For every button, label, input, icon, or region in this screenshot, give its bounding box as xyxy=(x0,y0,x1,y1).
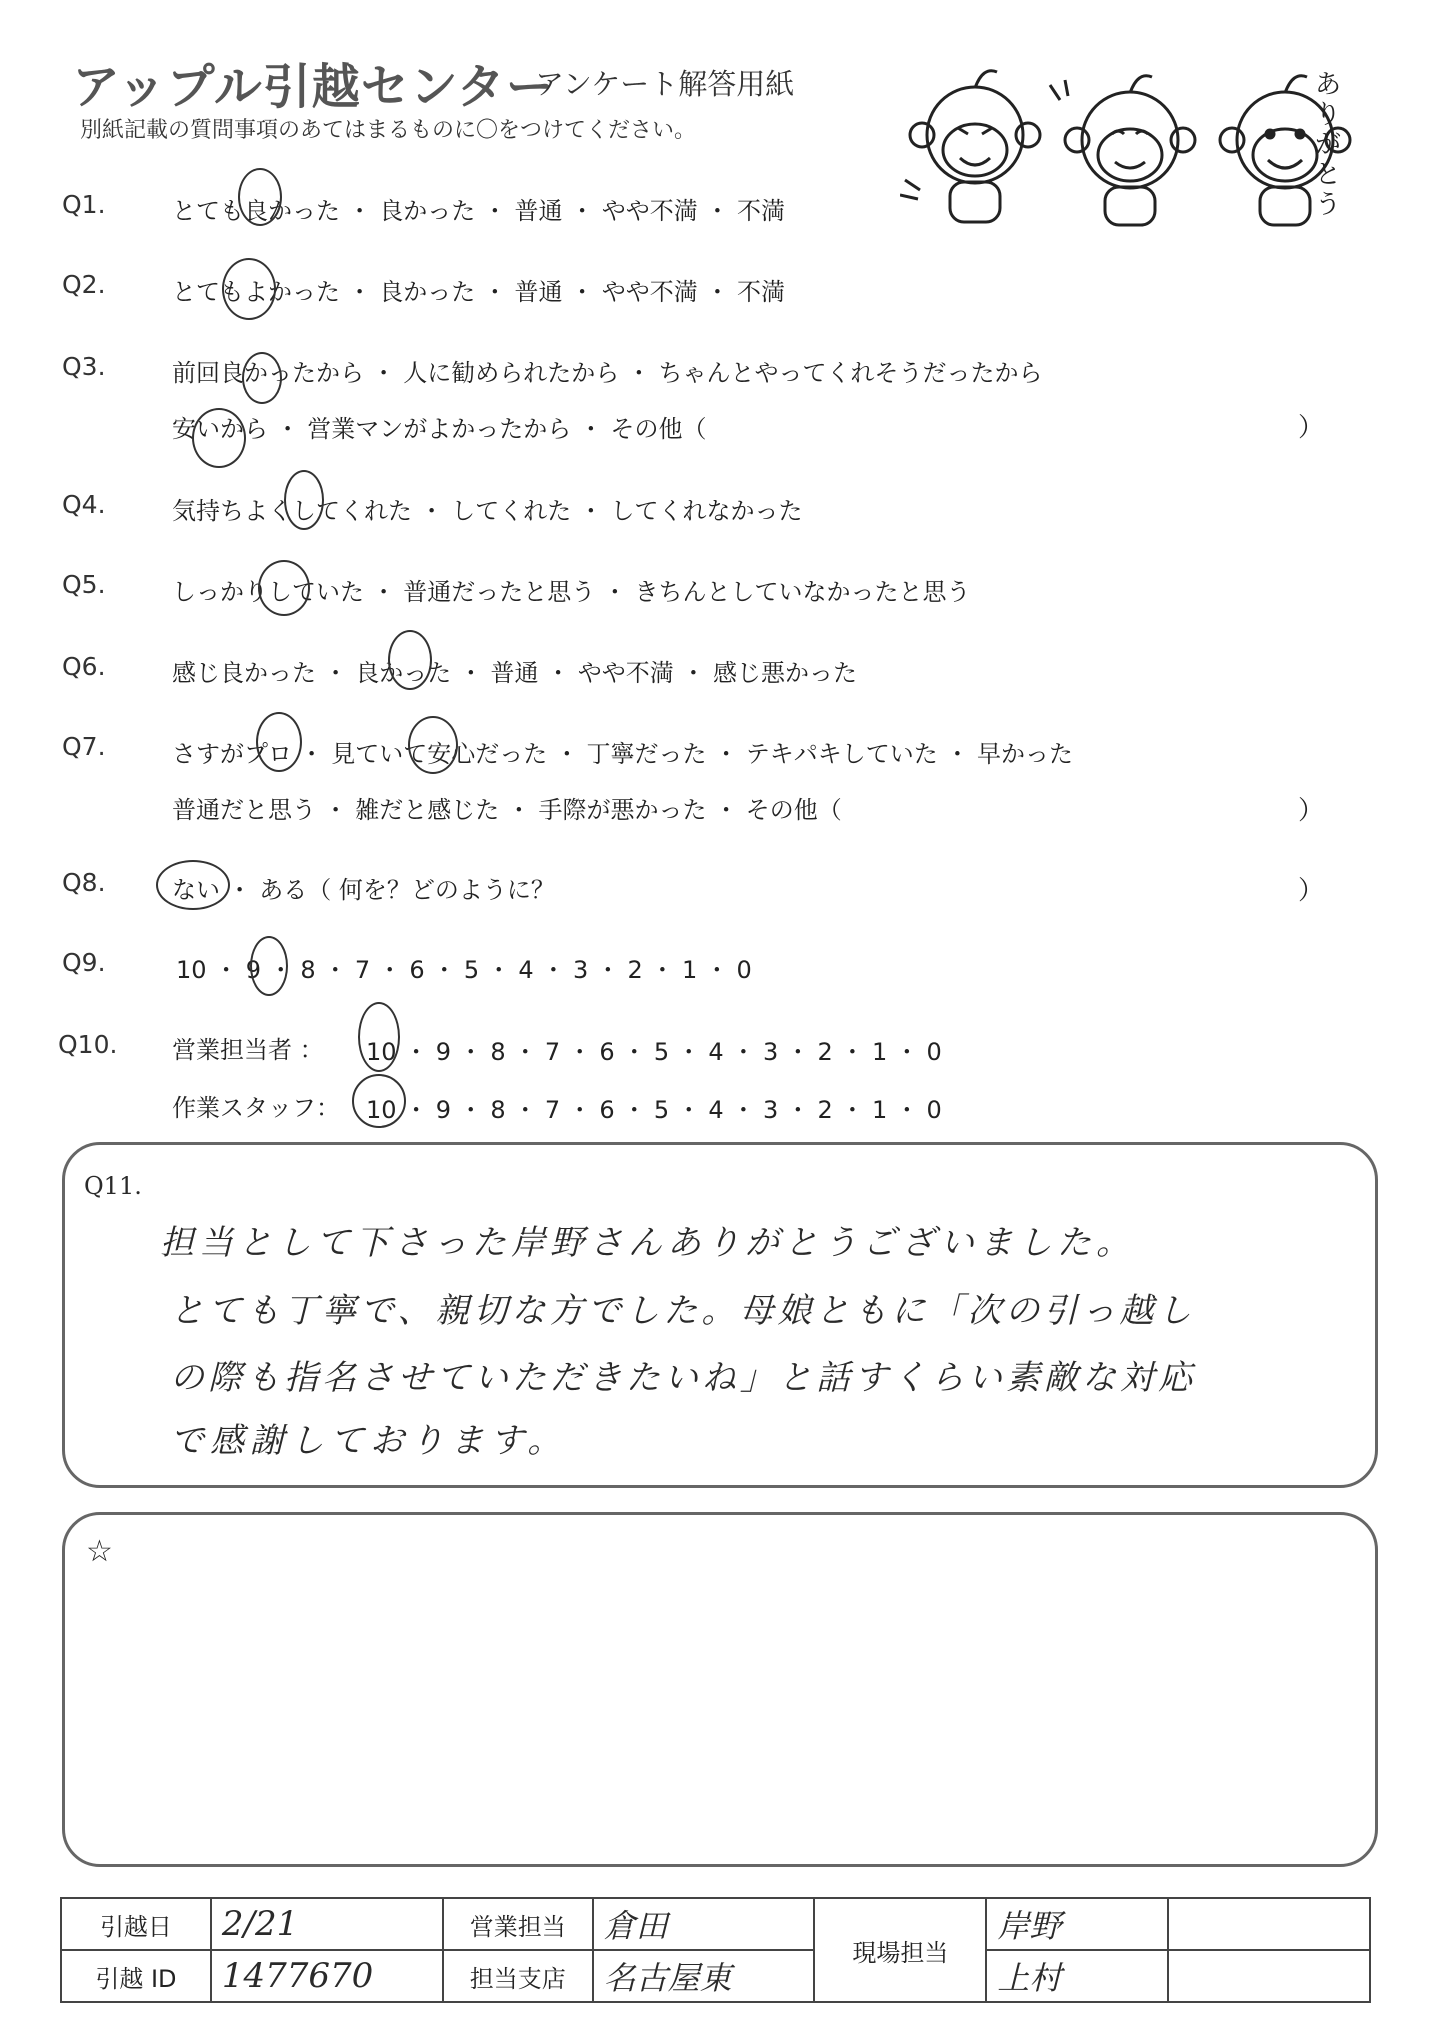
thanks-text: ありがとう xyxy=(1315,70,1342,220)
q5-options: しっかりしていた ・ 普通だったと思う ・ きちんとしていなかったと思う xyxy=(172,578,971,606)
move-id-label: 引越 ID xyxy=(61,1950,211,2002)
q2-label: Q2. xyxy=(62,270,106,299)
q6-label: Q6. xyxy=(62,652,106,681)
q4-answer-circle xyxy=(284,470,324,530)
q7-answer-circle-2 xyxy=(408,716,458,774)
q10-staff-label: 作業スタッフ： xyxy=(172,1094,340,1122)
sales-value: 倉田 xyxy=(593,1898,815,1950)
q2-answer-circle xyxy=(222,258,276,320)
company-title: アップル引越センター xyxy=(72,59,555,115)
move-date-label: 引越日 xyxy=(61,1898,211,1950)
monkey-mascots xyxy=(900,60,1360,250)
q11-comment-line-4: で感謝しております。 xyxy=(170,1421,568,1461)
q8-label: Q8. xyxy=(62,868,106,897)
form-subtitle: アンケート解答用紙 xyxy=(535,67,795,101)
q1-label: Q1. xyxy=(62,190,106,219)
q8-options: ない ・ ある（ 何を？どのように？ xyxy=(172,876,555,904)
q4-options: 気持ちよくしてくれた ・ してくれた ・ してくれなかった xyxy=(172,497,803,525)
star-icon: ☆ xyxy=(86,1534,113,1569)
q3-options-line1: 前回良かったから ・ 人に勧められたから ・ ちゃんとやってくれそうだったから xyxy=(172,359,1043,387)
site-staff-2: 上村 xyxy=(986,1950,1168,2002)
q6-answer-circle xyxy=(388,630,432,690)
q10-label: Q10. xyxy=(58,1030,118,1059)
instruction-text: 別紙記載の質問事項のあてはまるものに〇をつけてください。 xyxy=(80,118,697,143)
q3-label: Q3. xyxy=(62,352,106,381)
site-staff-empty-2 xyxy=(1168,1950,1370,2002)
q3-close-paren: ） xyxy=(1298,413,1325,443)
branch-label: 担当支店 xyxy=(443,1950,593,2002)
q6-options: 感じ良かった ・ 良かった ・ 普通 ・ やや不満 ・ 感じ悪かった xyxy=(172,659,858,687)
q8-close-paren: ） xyxy=(1298,876,1325,906)
footer-info-table xyxy=(60,1897,1371,2003)
q7-answer-circle-1 xyxy=(256,712,302,772)
q5-label: Q5. xyxy=(62,570,106,599)
q4-label: Q4. xyxy=(62,490,106,519)
site-staff-empty-1 xyxy=(1168,1898,1370,1950)
q7-options-line2: 普通だと思う ・ 雑だと感じた ・ 手際が悪かった ・ その他（ xyxy=(172,796,842,824)
star-comment-box xyxy=(62,1512,1378,1867)
q1-answer-circle xyxy=(238,168,282,226)
q5-answer-circle xyxy=(258,560,310,616)
q11-comment-line-3: の際も指名させていただきたいね」と話すくらい素敵な対応 xyxy=(170,1358,1196,1398)
q3-answer-circle-1 xyxy=(242,352,282,404)
q3-answer-circle-2 xyxy=(192,408,246,468)
site-staff-label: 現場担当 xyxy=(814,1898,986,2002)
move-id-value: 1477670 xyxy=(211,1950,443,2002)
q10-staff-options: 10 ・ 9 ・ 8 ・ 7 ・ 6 ・ 5 ・ 4 ・ 3 ・ 2 ・ 1 ・ 0 xyxy=(366,1096,942,1124)
monkey-illustration xyxy=(900,60,1360,250)
q10-sales-answer-circle xyxy=(358,1002,400,1072)
site-staff-1: 岸野 xyxy=(986,1898,1168,1950)
move-date-value: 2/21 xyxy=(211,1898,443,1950)
q10-staff-answer-circle xyxy=(352,1074,406,1128)
q7-options-line1: さすがプロ ・ 見ていて安心だった ・ 丁寧だった ・ テキパキしていた ・ 早かった xyxy=(172,740,1074,768)
q8-answer-circle xyxy=(156,860,230,910)
q11-comment-line-2: とても丁寧で、親切な方でした。母娘ともに「次の引っ越し xyxy=(170,1291,1196,1331)
q3-options-line2: 安いから ・ 営業マンがよかったから ・ その他（ xyxy=(172,415,707,443)
sales-label: 営業担当 xyxy=(443,1898,593,1950)
q10-sales-label: 営業担当者 ： xyxy=(172,1036,324,1064)
q9-options: 10 ・ 9 ・ 8 ・ 7 ・ 6 ・ 5 ・ 4 ・ 3 ・ 2 ・ 1 ・ 0 xyxy=(176,956,752,984)
q10-sales-options: 10 ・ 9 ・ 8 ・ 7 ・ 6 ・ 5 ・ 4 ・ 3 ・ 2 ・ 1 ・ 0 xyxy=(366,1038,942,1066)
q11-comment-line-1: 担当として下さった岸野さんありがとうございました。 xyxy=(160,1223,1135,1263)
q9-answer-circle xyxy=(250,936,288,996)
q9-label: Q9. xyxy=(62,948,106,977)
q7-label: Q7. xyxy=(62,732,106,761)
q7-close-paren: ） xyxy=(1298,796,1325,826)
q11-label: Q11. xyxy=(84,1172,142,1200)
branch-value: 名古屋東 xyxy=(593,1950,815,2002)
q2-options: とてもよかった ・ 良かった ・ 普通 ・ やや不満 ・ 不満 xyxy=(172,278,786,306)
q1-options: とても良かった ・ 良かった ・ 普通 ・ やや不満 ・ 不満 xyxy=(172,197,786,225)
